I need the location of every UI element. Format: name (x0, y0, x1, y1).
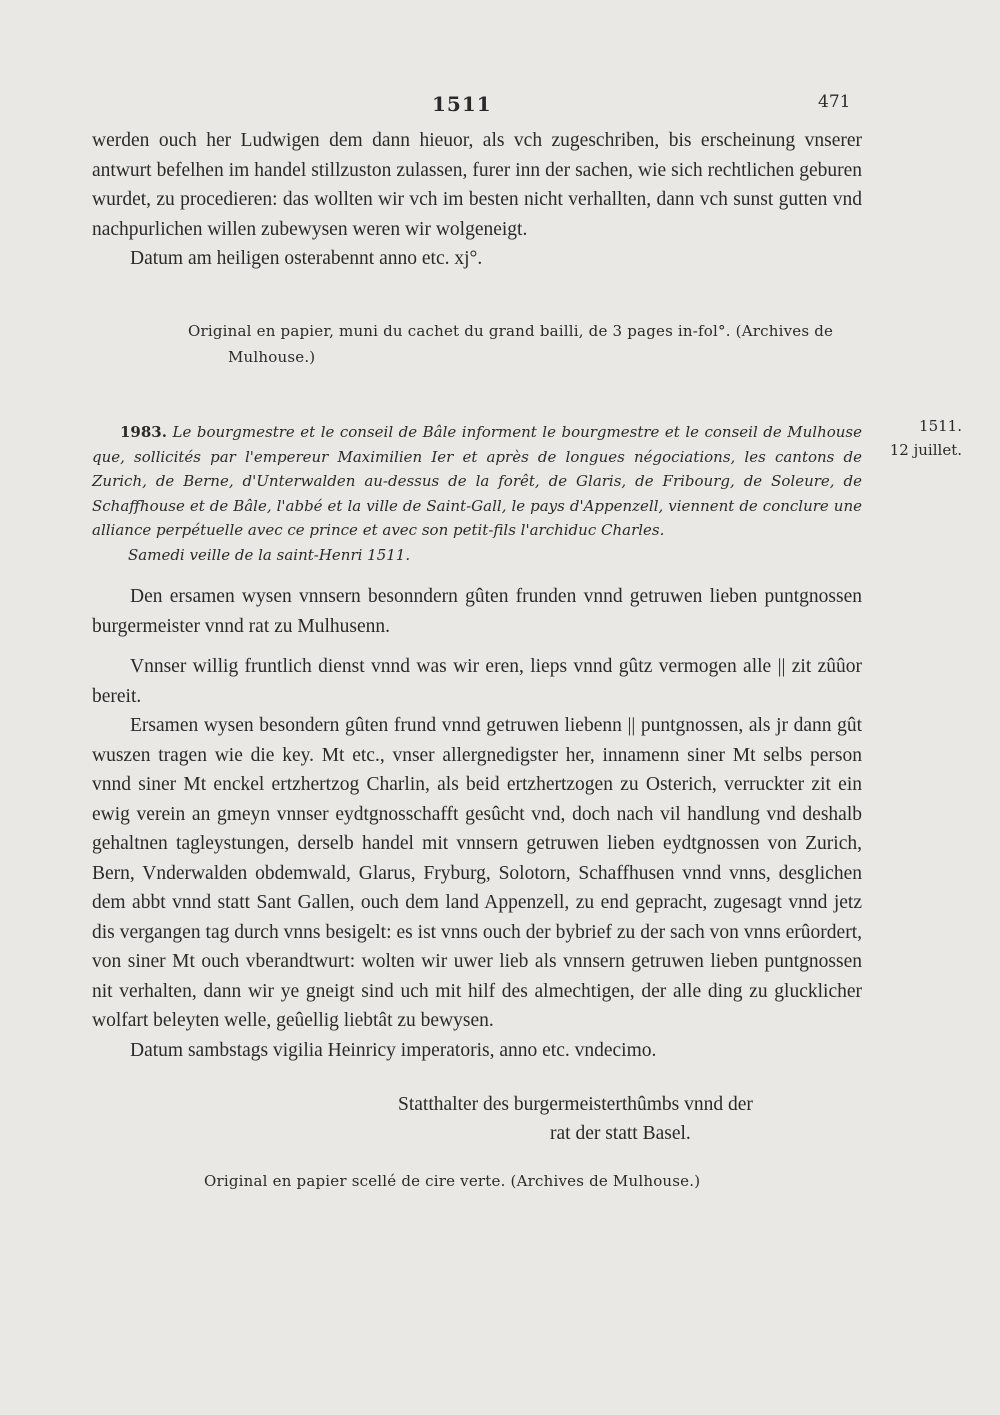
document-heading (92, 420, 862, 567)
continuation-text (92, 126, 862, 274)
continuation-note-line1: Original en papier, muni du cachet du grand bailli, de 3 pages in-fol°. (Archives de (188, 322, 834, 340)
margin-year: 1511. (919, 417, 962, 435)
signature-line2: rat der statt Basel. (550, 1123, 691, 1144)
margin-date (872, 414, 962, 462)
document-number: 1983. (120, 423, 167, 441)
continuation-source-note (188, 318, 868, 370)
letter-address (92, 582, 862, 641)
page-number: 471 (818, 92, 851, 112)
running-head (0, 92, 1000, 122)
document-date-line: Samedi veille de la saint-Henri 1511. (128, 545, 411, 564)
continuation-paragraph: werden ouch her Ludwigen dem dann hieuor, als vch zugeschriben, bis erscheinung vnserer antwurt befelhen im handel stillzuston zulassen, furer inn der sachen, wie sich rechtlichen geburen wurdet, zu procedieren: das wollten wir vch im besten nicht verhallten, dann vch sunst gutten vnd nachpurlichen willen zubewysen weren wir wolgeneigt. (92, 130, 862, 240)
letter-body (92, 652, 862, 1065)
letter-greeting: Vnnser willig fruntlich dienst vnnd was wir eren, lieps vnnd gûtz vermogen alle || zit zûûor bereit. (92, 656, 862, 707)
document-source-note: Original en papier scellé de cire verte. (Archives de Mulhouse.) (204, 1172, 701, 1190)
continuation-note-line2: Mulhouse.) (228, 348, 316, 366)
letter-datum: Datum sambstags vigilia Heinricy imperatoris, anno etc. vndecimo. (130, 1039, 657, 1061)
signature-line1: Statthalter des burgermeisterthûmbs vnnd der (398, 1094, 753, 1115)
margin-day: 12 juillet. (889, 441, 962, 459)
continuation-datum: Datum am heiligen osterabennt anno etc. xj°. (130, 248, 483, 269)
document-summary: Le bourgmestre et le conseil de Bâle informent le bourgmestre et le conseil de Mulhouse que, sollicités par l'empereur Maximilien Ier et après de longues négociations, les cantons de Zurich, de Berne, d'Unterwalden au-dessus de la forêt, de Glaris, de Fribourg, de Soleure, de Schaffhouse et de Bâle, l'abbé et la ville de Saint-Gall, le pays d'Appenzell, viennent de conclure une alliance perpétuelle avec ce prince et avec son petit-fils l'archiduc Charles. (92, 423, 862, 539)
letter-address-text: Den ersamen wysen vnnsern besonndern gûten frunden vnnd getruwen lieben puntgnossen burgermeister vnnd rat zu Mulhusenn. (92, 586, 862, 637)
letter-main-text: Ersamen wysen besondern gûten frund vnnd getruwen liebenn || puntgnossen, als jr dann gût wuszen tragen wie die key. Mt etc., vnser allergnedigster her, innamenn siner Mt selbs person vnnd siner Mt enckel ertzhertzog Charlin, als beid ertzhertzogen zu Osterich, verruckter zit ein ewig verein an gmeyn vnnser eydtgnosschafft gesûcht vnd, doch nach vil handlung vnd deshalb gehaltnen tagleystungen, derselb handel mit vnnsern getruwen lieben eydtgnossen von Zurich, Bern, Vnderwalden obdemwald, Glarus, Fryburg, Solotorn, Schaffhusen vnnd vnns, desglichen dem abbt vnnd statt Sant Gallen, ouch dem land Appenzell, zu end gepracht, zugesagt vnnd jetz dis vergangen tag durch vnns besigelt: es ist vnns ouch der bybrief zu der sach von vnns erûordert, von siner Mt ouch vberandtwurt: wolten wir uwer lieb als vnnsern getruwen lieben puntgnossen nit verhalten, dann wir ye gneigt sind uch mit hilf des almechtigen, der alle ding zu glucklicher wolfart beleyten welle, geûellig liebtât zu bewysen. (92, 715, 862, 1031)
document-summary-block (92, 420, 862, 543)
header-year: 1511 (432, 92, 492, 116)
